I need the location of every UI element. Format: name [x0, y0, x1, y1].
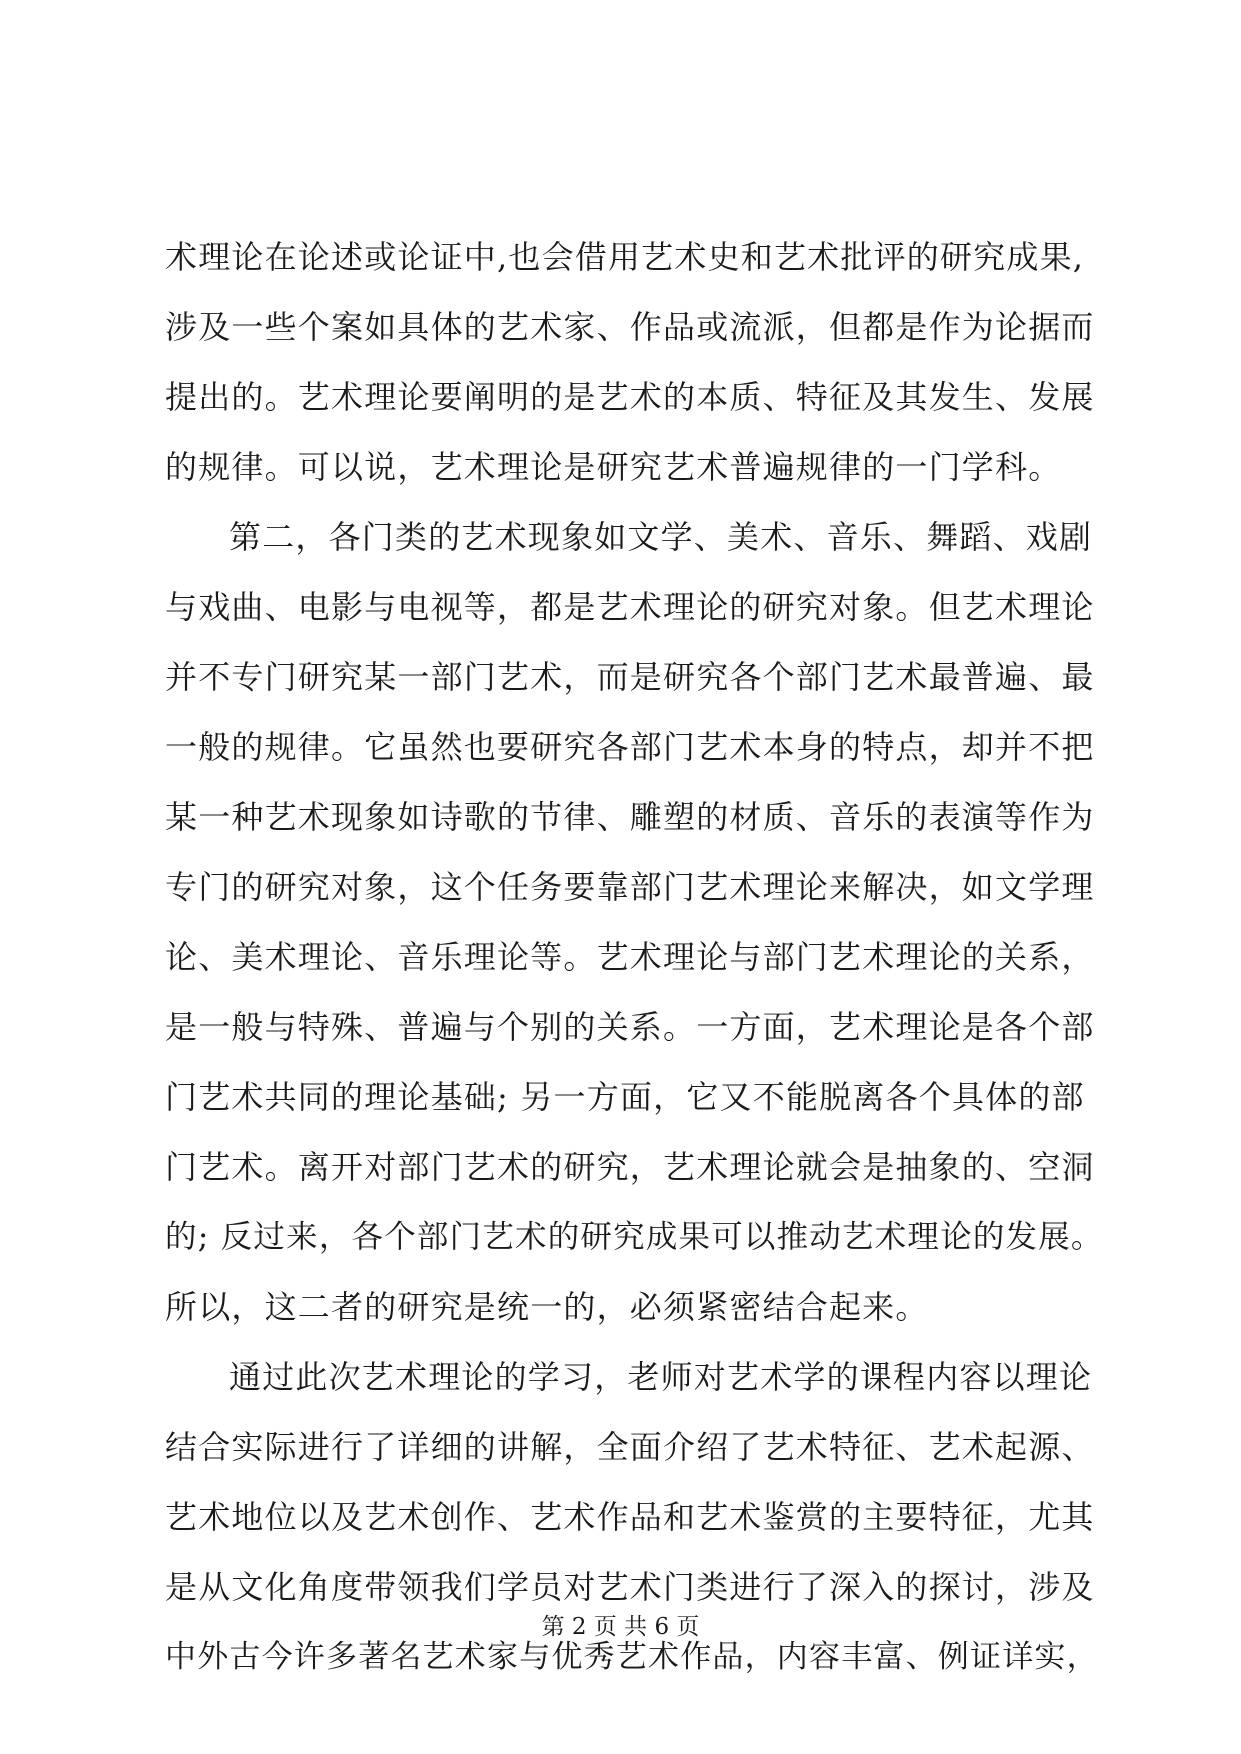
text-line: 结合实际进行了详细的讲解，全面介绍了艺术特征、艺术起源、 — [165, 1428, 1095, 1466]
text-line: 提出的。艺术理论要阐明的是艺术的本质、特征及其发生、发展 — [165, 378, 1095, 416]
text-line: 并不专门研究某一部门艺术，而是研究各个部门艺术最普遍、最 — [165, 658, 1095, 696]
text-line: 术理论在论述或论证中,也会借用艺术史和艺术批评的研究成果, — [165, 238, 1085, 276]
text-line: 某一种艺术现象如诗歌的节律、雕塑的材质、音乐的表演等作为 — [165, 798, 1095, 836]
text-line: 艺术地位以及艺术创作、艺术作品和艺术鉴赏的主要特征，尤其 — [165, 1498, 1095, 1536]
document-body — [165, 222, 1110, 1692]
text-line: 专门的研究对象，这个任务要靠部门艺术理论来解决，如文学理 — [165, 868, 1095, 906]
text-line: 的; 反过来，各个部门艺术的研究成果可以推动艺术理论的发展。 — [165, 1219, 1104, 1255]
paragraph-first-line: 通过此次艺术理论的学习，老师对艺术学的课程内容以理论 — [229, 1358, 1093, 1396]
text-line: 一般的规律。它虽然也要研究各部门艺术本身的特点，却并不把 — [165, 728, 1095, 766]
text-line: 门艺术共同的理论基础; 另一方面，它又不能脱离各个具体的部 — [165, 1078, 1085, 1116]
text-line: 涉及一些个案如具体的艺术家、作品或流派，但都是作为论据而 — [165, 308, 1095, 346]
text-line: 的规律。可以说，艺术理论是研究艺术普遍规律的一门学科。 — [165, 448, 1062, 486]
text-line: 门艺术。离开对部门艺术的研究，艺术理论就会是抽象的、空洞 — [165, 1148, 1095, 1186]
page-number-footer: 第 2 页 共 6 页 — [541, 1614, 700, 1640]
text-line: 是从文化角度带领我们学员对艺术门类进行了深入的探讨，涉及 — [165, 1568, 1095, 1606]
text-line: 是一般与特殊、普遍与个别的关系。一方面，艺术理论是各个部 — [165, 1008, 1095, 1046]
paragraph-first-line: 第二，各门类的艺术现象如文学、美术、音乐、舞蹈、戏剧 — [229, 518, 1093, 556]
text-line: 所以，这二者的研究是统一的，必须紧密结合起来。 — [165, 1288, 929, 1326]
text-line: 与戏曲、电影与电视等，都是艺术理论的研究对象。但艺术理论 — [165, 588, 1095, 626]
text-line: 中外古今许多著名艺术家与优秀艺术作品，内容丰富、例证详实， — [165, 1639, 1099, 1675]
text-line: 论、美术理论、音乐理论等。艺术理论与部门艺术理论的关系， — [165, 938, 1095, 976]
